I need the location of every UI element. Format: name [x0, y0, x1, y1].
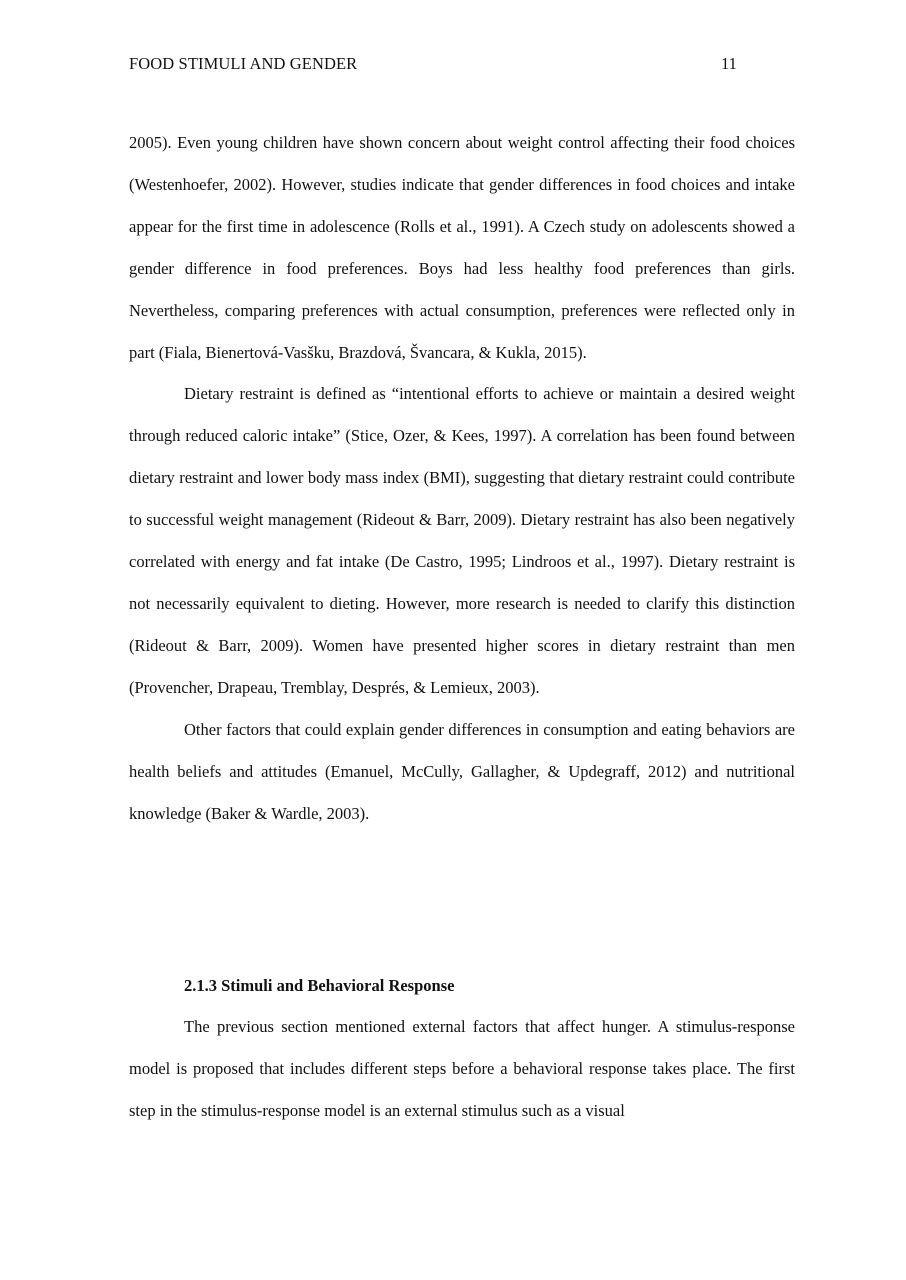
page-number: 11	[721, 54, 737, 73]
section-heading: 2.1.3 Stimuli and Behavioral Response	[184, 976, 455, 995]
running-head: FOOD STIMULI AND GENDER	[129, 54, 358, 73]
paragraph-dietary-restraint: Dietary restraint is defined as “intentional efforts to achieve or maintain a desired weight through reduced caloric intake” (Stice, Ozer, & Kees, 1997). A correlation has been found between dietary restraint and lower body mass index (BMI), suggesting that dietary restraint could contribute to successful weight management (Rideout & Barr, 2009). Dietary restraint has also been negatively correlated with energy and fat intake (De Castro, 1995; Lindroos et al., 1997). Dietary restraint is not necessarily equivalent to dieting. However, more research is needed to clarify this distinction (Rideout & Barr, 2009). Women have presented higher scores in dietary restraint than men (Provencher, Drapeau, Tremblay, Després, & Lemieux, 2003).	[129, 384, 795, 697]
section-body	[129, 1006, 795, 1132]
body-text	[129, 122, 795, 834]
paragraph-stimuli: The previous section mentioned external factors that affect hunger. A stimulus-response model is proposed that includes different steps before a behavioral response takes place. The first step in the stimulus-response model is an external stimulus such as a visual	[129, 1017, 795, 1120]
paragraph-continuation: 2005). Even young children have shown concern about weight control affecting their food choices (Westenhoefer, 2002). However, studies indicate that gender differences in food choices and intake appear for the first time in adolescence (Rolls et al., 1991). A Czech study on adolescents showed a gender difference in food preferences. Boys had less healthy food preferences than girls. Nevertheless, comparing preferences with actual consumption, preferences were reflected only in part (Fiala, Bienertová-Vasšku, Brazdová, Švancara, & Kukla, 2015).	[129, 133, 795, 362]
paragraph-other-factors: Other factors that could explain gender differences in consumption and eating behaviors are health beliefs and attitudes (Emanuel, McCully, Gallagher, & Updegraff, 2012) and nutritional knowledge (Baker & Wardle, 2003).	[129, 719, 795, 823]
